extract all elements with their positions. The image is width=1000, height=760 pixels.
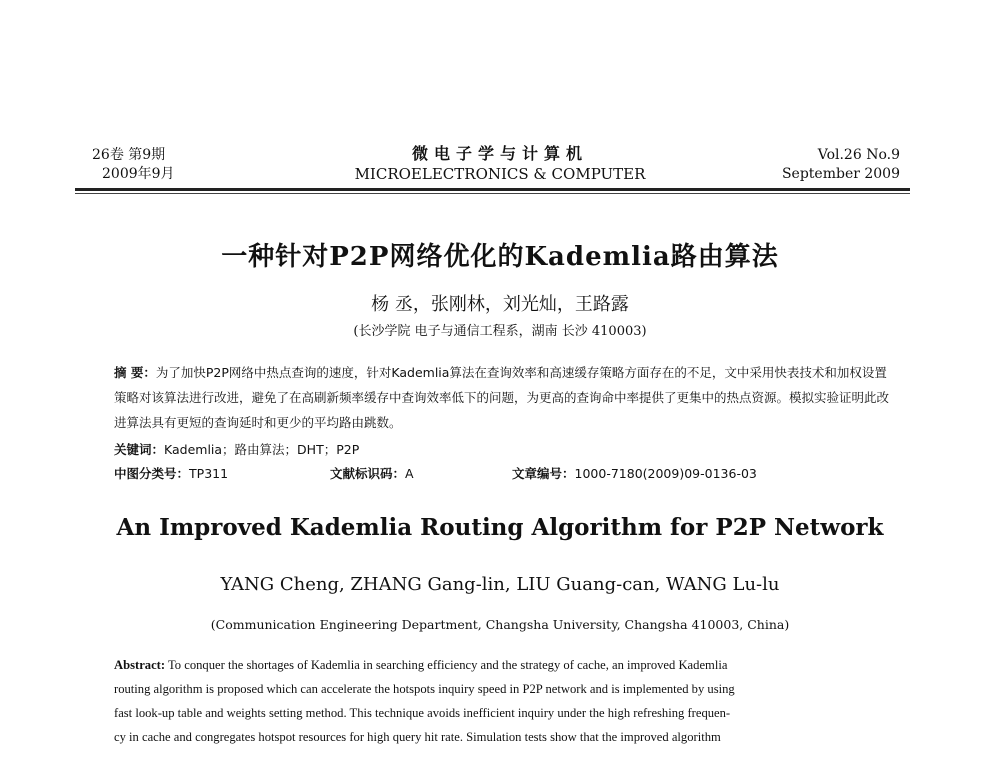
paper-title-en: An Improved Kademlia Routing Algorithm for P2P Network — [116, 514, 884, 541]
abstract-cn-label: 摘 要： — [114, 365, 156, 380]
abstract-en-line-4: cy in cache and congregates hotspot resources for high query hit rate. Simulation tests show that the improved algorithm — [114, 730, 721, 744]
date-cn: 2009年9月 — [102, 166, 175, 182]
authors-cn: 杨 丞，张刚林，刘光灿，王路露 — [371, 294, 629, 315]
article-number-label: 文章编号： — [512, 466, 575, 481]
journal-name-en: MICROELECTRONICS & COMPUTER — [354, 165, 646, 183]
affiliation-en: (Communication Engineering Department, Changsha University, Changsha 410003, China) — [210, 617, 790, 632]
keywords-cn-label: 关键词： — [114, 442, 165, 457]
header-rule-thick — [75, 188, 910, 191]
keywords-cn — [114, 440, 359, 458]
abstract-cn — [114, 360, 894, 435]
doc-code-label: 文献标识码： — [330, 466, 406, 481]
paper-title-cn: 一种针对P2P网络优化的Kademlia路由算法 — [221, 242, 779, 272]
keywords-cn-text: Kademlia；路由算法；DHT；P2P — [164, 442, 360, 457]
abstract-en-label: Abstract: — [114, 658, 166, 672]
date-en: September 2009 — [781, 166, 900, 182]
doc-code-value: A — [405, 466, 414, 481]
abstract-en-line-2: routing algorithm is proposed which can accelerate the hotspots inquiry speed in P2P network and is implemented by using — [114, 682, 735, 696]
authors-en: YANG Cheng, ZHANG Gang-lin, LIU Guang-can, WANG Lu-lu — [220, 574, 780, 595]
journal-name-cn: 微电子学与计算机 — [411, 144, 588, 163]
affiliation-cn: (长沙学院 电子与通信工程系，湖南 长沙 410003) — [353, 324, 647, 339]
abstract-en-line-1 — [114, 653, 904, 677]
clc-value: TP311 — [189, 466, 229, 481]
abstract-en-line-3: fast look-up table and weights setting method. This technique avoids inefficient inquiry under the high refreshing frequen- — [114, 706, 731, 720]
volume-issue-cn: 26卷 第9期 — [92, 147, 166, 163]
article-number-value: 1000-7180(2009)09-0136-03 — [574, 466, 757, 481]
volume-issue-en: Vol.26 No.9 — [817, 147, 900, 163]
abstract-cn-text: 为了加快P2P网络中热点查询的速度，针对Kademlia算法在查询效率和高速缓存策略方面存在的不足，文中采用快表技术和加权设置策略对该算法进行改进，避免了在高刷新频率缓存中查询效率低下的问题，为更高的查询命中率提供了更集中的热点资源。模拟实验证明此改进算法具有更短的查询延时和更少的平均路由跳数。 — [114, 365, 890, 430]
abstract-en-line-1-text: To conquer the shortages of Kademlia in searching efficiency and the strategy of cache, an improved Kademlia — [167, 658, 728, 672]
header-right — [782, 146, 900, 184]
header-rule-thin — [75, 193, 910, 194]
clc-label: 中图分类号： — [114, 466, 190, 481]
abstract-en — [114, 653, 904, 749]
